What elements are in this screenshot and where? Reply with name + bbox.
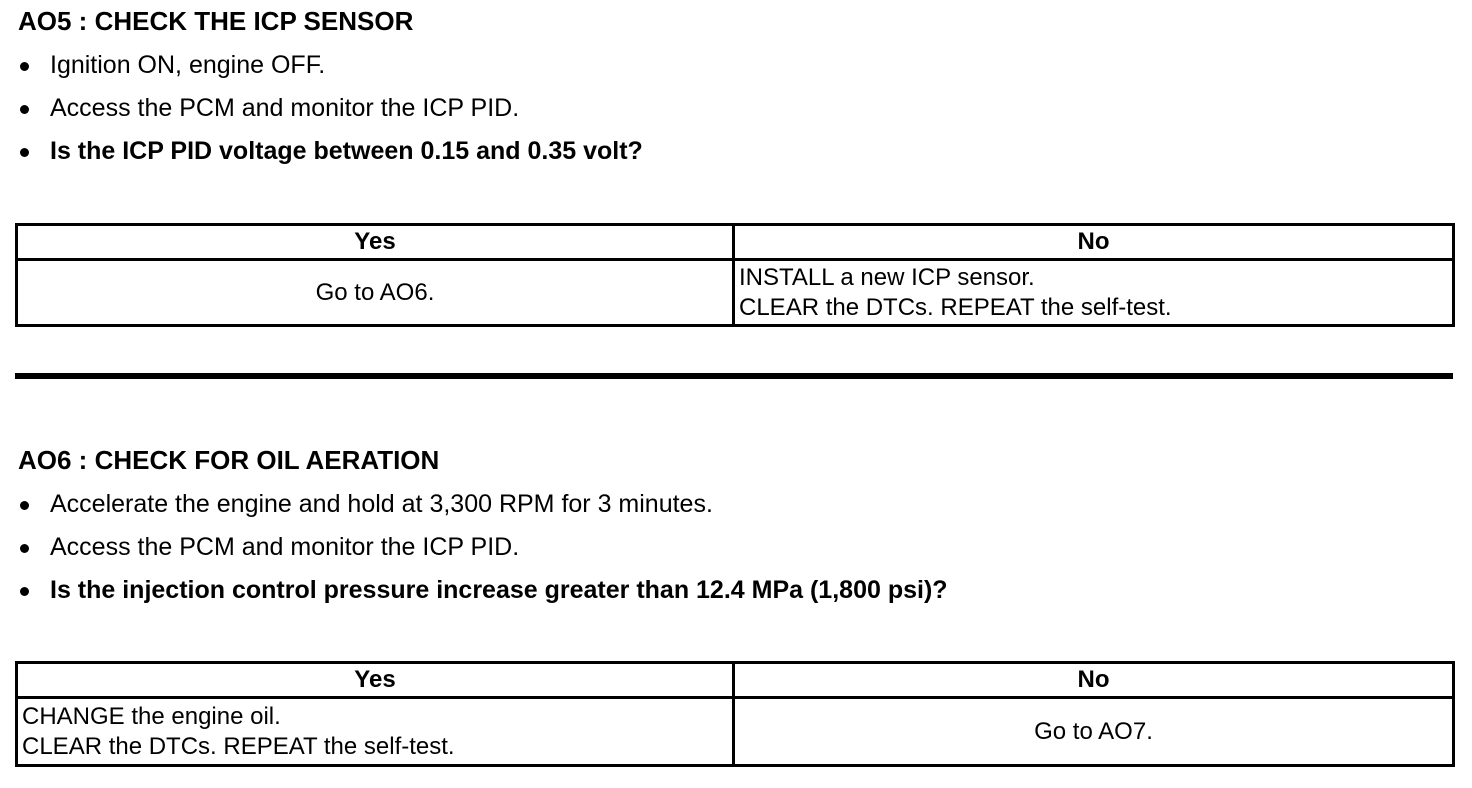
no-header: No — [734, 663, 1454, 698]
no-line: Go to AO7. — [1034, 717, 1153, 745]
step-text: Ignition ON, engine OFF. — [50, 51, 326, 79]
yes-header: Yes — [17, 225, 734, 260]
section-title: AO6 : CHECK FOR OIL AERATION — [18, 445, 440, 475]
section-title: AO5 : CHECK THE ICP SENSOR — [18, 6, 414, 36]
step-item — [18, 489, 1454, 532]
decision-table-ao6 — [15, 661, 1455, 767]
yes-cell — [17, 698, 734, 766]
table-row — [17, 698, 1454, 766]
bullet-icon — [20, 544, 29, 553]
yes-cell — [17, 260, 734, 326]
bullet-icon — [20, 501, 29, 510]
table-row — [17, 260, 1454, 326]
bullet-icon — [20, 148, 29, 157]
step-item — [18, 50, 1454, 93]
table-header-row — [17, 225, 1454, 260]
section-ao6 — [18, 445, 1454, 618]
step-list — [18, 50, 1454, 179]
no-cell — [734, 260, 1454, 326]
question-text: Is the ICP PID voltage between 0.15 and 0.35 volt? — [50, 137, 643, 165]
step-text: Accelerate the engine and hold at 3,300 RPM for 3 minutes. — [50, 490, 713, 518]
bullet-icon — [20, 587, 29, 596]
yes-line: Go to AO6. — [315, 278, 435, 306]
no-header: No — [734, 225, 1454, 260]
yes-line: CLEAR the DTCs. REPEAT the self-test. — [22, 732, 455, 760]
step-item — [18, 532, 1454, 575]
step-text: Access the PCM and monitor the ICP PID. — [50, 94, 520, 122]
question-item — [18, 136, 1454, 179]
step-text: Access the PCM and monitor the ICP PID. — [50, 533, 520, 561]
bullet-icon — [20, 105, 29, 114]
question-item — [18, 575, 1454, 618]
section-ao5 — [18, 6, 1454, 179]
decision-table-ao5 — [15, 223, 1455, 327]
no-cell — [734, 698, 1454, 766]
question-text: Is the injection control pressure increase greater than 12.4 MPa (1,800 psi)? — [50, 576, 948, 604]
yes-header: Yes — [17, 663, 734, 698]
no-line: CLEAR the DTCs. REPEAT the self-test. — [739, 293, 1172, 321]
step-list — [18, 489, 1454, 618]
no-line: INSTALL a new ICP sensor. — [739, 263, 1035, 291]
bullet-icon — [20, 62, 29, 71]
section-divider — [15, 373, 1453, 379]
yes-line: CHANGE the engine oil. — [22, 702, 281, 730]
table-header-row — [17, 663, 1454, 698]
step-item — [18, 93, 1454, 136]
